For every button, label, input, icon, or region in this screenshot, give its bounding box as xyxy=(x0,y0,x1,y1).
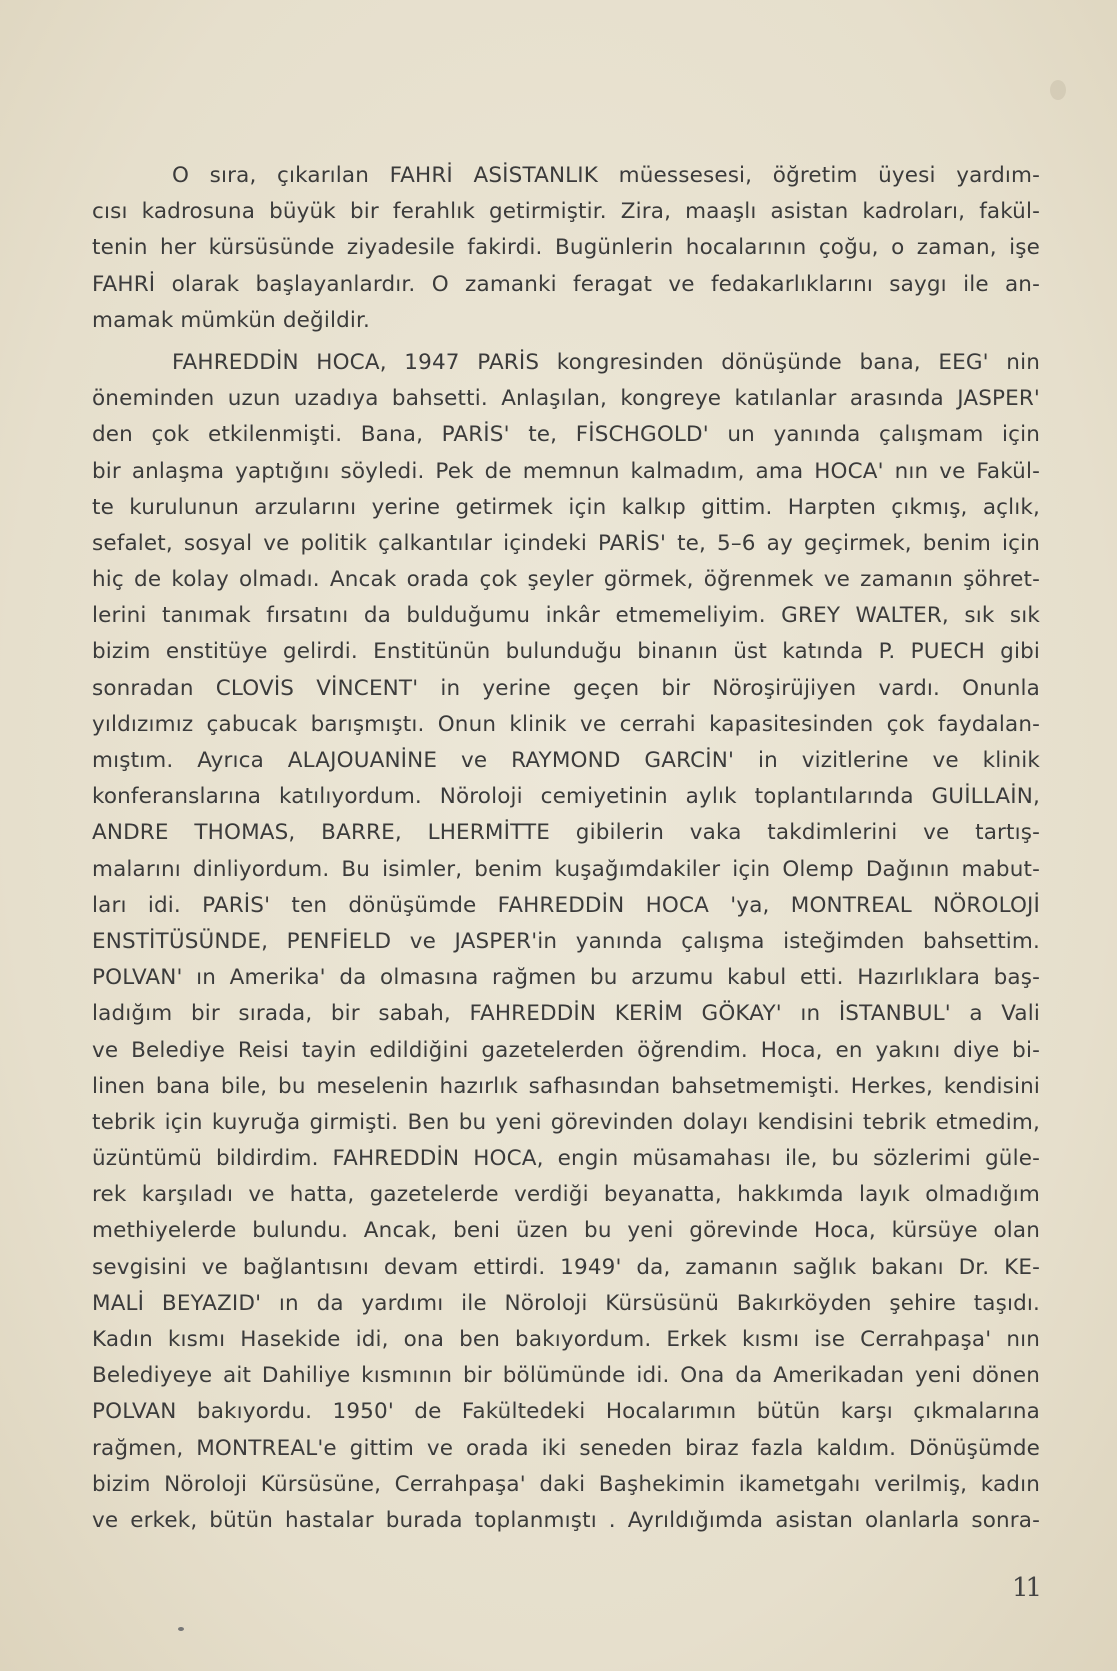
text-line: öneminden uzun uzadıya bahsetti. Anlaşılan, kongreye katılanlar arasında JASPER' xyxy=(92,386,1040,412)
text-line: lerini tanımak fırsatını da bulduğumu inkâr etmemeliyim. GREY WALTER, sık sık xyxy=(92,603,1040,629)
text-line: O sıra, çıkarılan FAHRİ ASİSTANLIK müessesesi, öğretim üyesi yardım- xyxy=(172,163,1040,188)
text-line: tenin her kürsüsünde ziyadesile fakirdi. Bugünlerin hocalarının çoğu, o zaman, işe xyxy=(92,235,1040,261)
text-line: bizim enstitüye gelirdi. Enstitünün bulunduğu binanın üst katında P. PUECH gibi xyxy=(92,639,1040,665)
text-line: ları idi. PARİS' ten dönüşümde FAHREDDİN HOCA 'ya, MONTREAL NÖROLOJİ xyxy=(92,892,1040,918)
text-line: den çok etkilenmişti. Bana, PARİS' te, FİSCHGOLD' un yanında çalışmam için xyxy=(92,422,1040,448)
text-line: malarını dinliyordum. Bu isimler, benim kuşağımdakiler için Olemp Dağının mabut- xyxy=(92,856,1040,882)
ink-speck xyxy=(178,1627,184,1631)
text-line: mamak mümkün değildir. xyxy=(92,307,371,333)
text-line: methiyelerde bulundu. Ancak, beni üzen bu yeni görevinde Hoca, kürsüye olan xyxy=(92,1218,1040,1244)
text-line: sefalet, sosyal ve politik çalkantılar içindeki PARİS' te, 5–6 ay geçirmek, benim için xyxy=(92,530,1040,556)
text-line: rek karşıladı ve hatta, gazetelerde verdiği beyanatta, hakkımda layık olmadığım xyxy=(92,1182,1040,1208)
paper-stain xyxy=(1050,80,1066,100)
text-line: mıştım. Ayrıca ALAJOUANİNE ve RAYMOND GARCİN' in vizitlerine ve klinik xyxy=(92,748,1040,773)
text-line: sevgisini ve bağlantısını devam ettirdi. 1949' da, zamanın sağlık bakanı Dr. KE- xyxy=(92,1254,1040,1280)
text-line: cısı kadrosuna büyük bir ferahlık getirmiştir. Zira, maaşlı asistan kadroları, fakül- xyxy=(92,199,1040,225)
paragraph-2 xyxy=(92,345,1040,1539)
text-line: tebrik için kuyruğa girmişti. Ben bu yeni görevinden dolayı kendisini tebrik etmedim, xyxy=(92,1109,1040,1135)
text-line: FAHRİ olarak başlayanlardır. O zamanki feragat ve fedakarlıklarını saygı ile an- xyxy=(92,271,1040,297)
text-line: linen bana bile, bu meselenin hazırlık safhasından bahsetmemişti. Herkes, kendisini xyxy=(92,1073,1040,1099)
text-line: ve Belediye Reisi tayin edildiğini gazetelerden öğrendim. Hoca, en yakını diye bi- xyxy=(92,1037,1040,1063)
text-line: te kurulunun arzularını yerine getirmek için kalkıp gittim. Harpten çıkmış, açlık, xyxy=(92,494,1040,520)
text-line: FAHREDDİN HOCA, 1947 PARİS kongresinden dönüşünde bana, EEG' nin xyxy=(172,349,1040,375)
text-line: POLVAN' ın Amerika' da olmasına rağmen bu arzumu kabul etti. Hazırlıklara baş- xyxy=(92,965,1040,991)
text-line: üzüntümü bildirdim. FAHREDDİN HOCA, engin müsamahası ile, bu sözlerimi güle- xyxy=(92,1146,1040,1172)
text-line: Belediyeye ait Dahiliye kısmının bir bölümünde idi. Ona da Amerikadan yeni dönen xyxy=(92,1363,1040,1389)
page-number: 11 xyxy=(1012,1573,1040,1603)
text-line: sonradan CLOVİS VİNCENT' in yerine geçen bir Nöroşirüjiyen vardı. Onunla xyxy=(92,675,1040,701)
text-line: bir anlaşma yaptığını söyledi. Pek de memnun kalmadım, ama HOCA' nın ve Fakül- xyxy=(92,458,1040,484)
text-line: hiç de kolay olmadı. Ancak orada çok şeyler görmek, öğrenmek ve zamanın şöhret- xyxy=(92,567,1040,593)
text-line: rağmen, MONTREAL'e gittim ve orada iki seneden biraz fazla kaldım. Dönüşümde xyxy=(92,1435,1040,1461)
text-line: MALİ BEYAZID' ın da yardımı ile Nöroloji Kürsüsünü Bakırköyden şehire taşıdı. xyxy=(92,1290,1040,1316)
text-line: yıldızımız çabucak barışmıştı. Onun klinik ve cerrahi kapasitesinden çok faydalan- xyxy=(92,711,1040,737)
text-line: Kadın kısmı Hasekide idi, ona ben bakıyordum. Erkek kısmı ise Cerrahpaşa' nın xyxy=(92,1327,1040,1352)
paragraph-1 xyxy=(92,158,1040,339)
text-line: ladığım bir sırada, bir sabah, FAHREDDİN KERİM GÖKAY' ın İSTANBUL' a Vali xyxy=(92,1001,1040,1027)
text-line: konferanslarına katılıyordum. Nöroloji cemiyetinin aylık toplantılarında GUİLLAİN, xyxy=(92,784,1040,810)
text-line: POLVAN bakıyordu. 1950' de Fakültedeki Hocalarımın bütün karşı çıkmalarına xyxy=(92,1399,1040,1425)
text-line: bizim Nöroloji Kürsüsüne, Cerrahpaşa' daki Başhekimin ikametgahı verilmiş, kadın xyxy=(92,1471,1040,1497)
text-line: ve erkek, bütün hastalar burada toplanmıştı . Ayrıldığımda asistan olanlarla sonra- xyxy=(92,1507,1040,1533)
text-line: ENSTİTÜSÜNDE, PENFİELD ve JASPER'in yanında çalışma isteğimden bahsettim. xyxy=(92,928,1040,954)
body-text xyxy=(92,158,1040,1539)
text-line: ANDRE THOMAS, BARRE, LHERMİTTE gibilerin vaka takdimlerini ve tartış- xyxy=(92,820,1040,846)
